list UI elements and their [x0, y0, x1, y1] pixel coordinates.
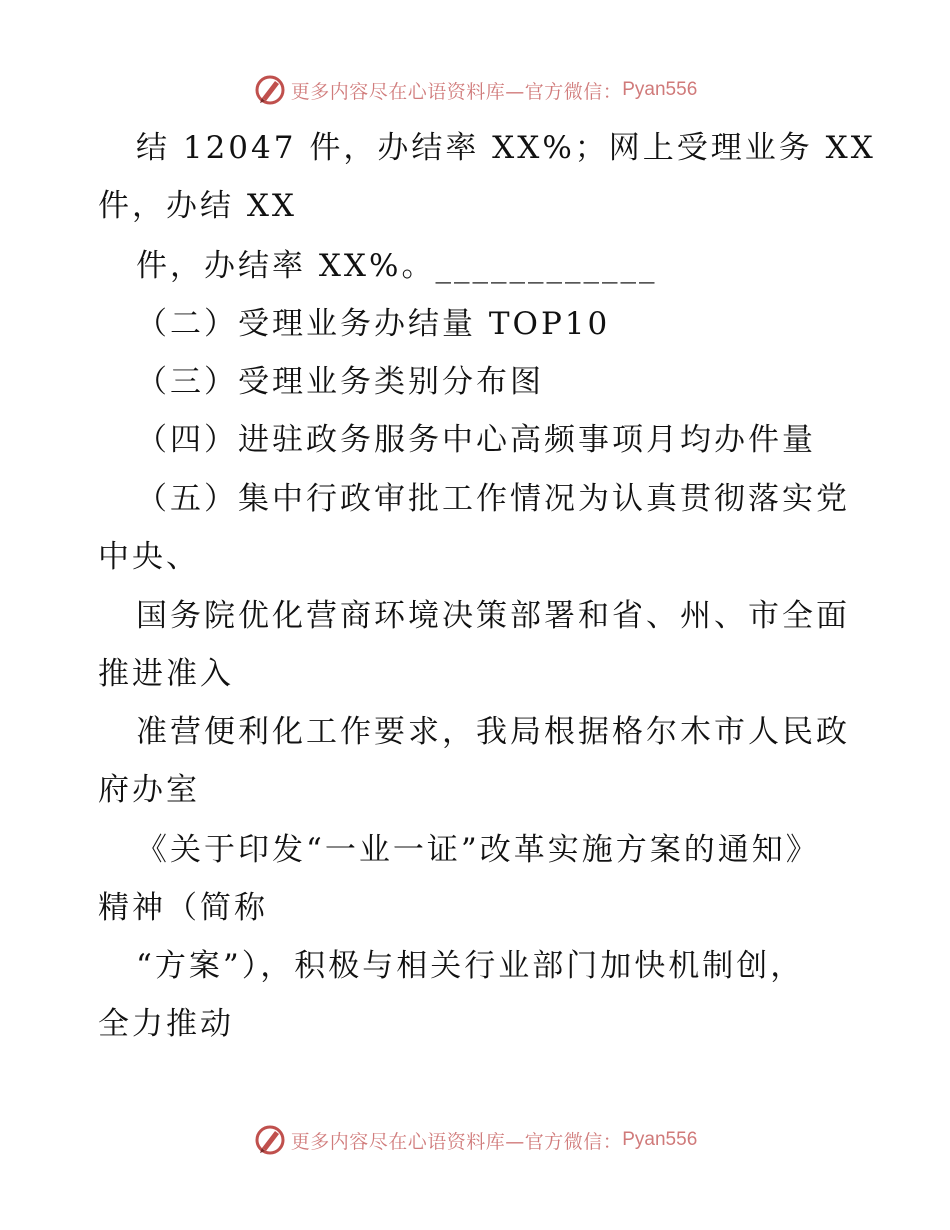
watermark-account: Pyan556 [622, 1129, 698, 1150]
text-line: 精神（简称 [98, 890, 268, 926]
text-line: 《关于印发“一业一证”改革实施方案的通知》 [136, 832, 820, 868]
watermark-slogan: 更多内容尽在心语资料库—官方微信： [290, 1130, 623, 1153]
text-line: “方案”），积极与相关行业部门加快机制创， [136, 948, 805, 984]
text-line: 国务院优化营商环境决策部署和省、州、市全面 [136, 598, 850, 634]
text-line: 件，办结 XX [98, 188, 297, 224]
text-line: 中央、 [98, 539, 200, 575]
text-line: 府办室 [98, 772, 200, 808]
section-heading: （三）受理业务类别分布图 [136, 364, 544, 400]
section-heading: （二）受理业务办结量 TOP10 [136, 306, 611, 342]
section-heading: （五）集中行政审批工作情况为认真贯彻落实党 [136, 481, 850, 517]
text-line: 结 12047 件，办结率 XX%；网上受理业务 XX [136, 130, 876, 166]
footer-watermark [0, 1120, 950, 1160]
quill-pen-logo-icon [253, 1123, 287, 1157]
text-line: 推进准入 [98, 656, 234, 692]
watermark-slogan: 更多内容尽在心语资料库—官方微信： [290, 80, 623, 103]
text-line: 件，办结率 XX%。____________ [136, 248, 658, 284]
text-line: 全力推动 [98, 1006, 234, 1042]
section-heading: （四）进驻政务服务中心高频事项月均办件量 [136, 422, 816, 458]
text-line: 准营便利化工作要求，我局根据格尔木市人民政 [136, 714, 850, 750]
watermark-account: Pyan556 [622, 79, 698, 100]
